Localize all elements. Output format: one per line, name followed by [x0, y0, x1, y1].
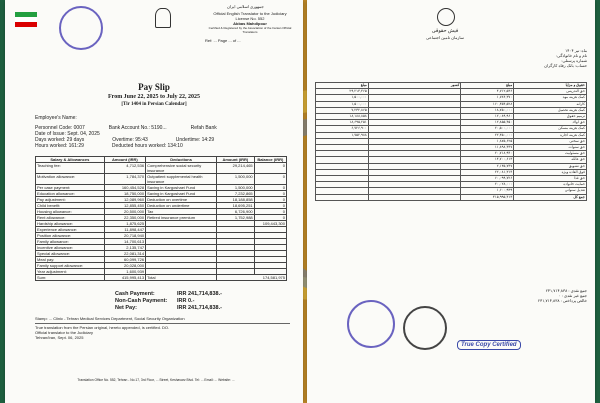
earning-amount: 20,500,000 — [104, 209, 145, 215]
deduction-label: Deduction on overtime — [146, 197, 217, 203]
earning-label: Per case payment: — [36, 185, 105, 191]
fa-earning-label: فوق العاده ویژه — [514, 169, 587, 175]
deduction-amount: 6,726,900 — [217, 209, 255, 215]
deducted-hours: Deducted hours worked: 134:10 — [111, 143, 183, 149]
license-number: License No. 552 — [235, 16, 265, 21]
fa-earning-label: کارانه — [514, 101, 587, 107]
deduction-balance: 0 — [254, 215, 286, 221]
deduction-label: Retired insurance premium — [146, 215, 217, 221]
fa-summary: جمع نقدی : ۲۴۱,۷۱۴,۸۳۸ جمع غیر نقدی : ۰ خالص پرداختی : ۲۴۱,۷۱۴,۸۳۸ — [537, 288, 587, 303]
fa-earning-label: حق سنوات — [514, 145, 587, 151]
fa-noncash-label: جمع غیر نقدی — [563, 293, 587, 298]
earning-label: Child benefit: — [36, 203, 105, 209]
earning-label: Rent allowance: — [36, 215, 105, 221]
official-translator: Official translator to the Judiciary — [35, 330, 93, 335]
stamp-line: Stamp: ... Clinic - Tehran Medical Services Department, Social Security Organization — [35, 316, 185, 321]
earning-label: Motivation allowance: — [36, 174, 105, 185]
calendar-note: [Tir 1404 in Persian Calendar] — [121, 102, 187, 107]
deduction-amount: 1,752,988 — [217, 215, 255, 221]
organization-stamp — [403, 306, 447, 350]
translator-name: Abbas Mahdipour — [233, 21, 267, 26]
earning-amount: 1,875,625 — [104, 221, 145, 227]
noncash-value: IRR 0.- — [177, 298, 195, 304]
fa-sum-label: جمع کل — [514, 194, 587, 200]
earning-amount: 20,028,000 — [104, 263, 145, 269]
fa-col-earnings: حقوق و مزایا — [514, 83, 587, 89]
fa-earning-label: حق غذا — [514, 176, 587, 182]
earning-amount: 12,089,960 — [104, 197, 145, 203]
deduction-balance: 0 — [254, 209, 286, 215]
deduction-label: Outpatient supplemental health insurance — [146, 174, 217, 185]
earning-amount: 18,750,000 — [104, 191, 145, 197]
translator-stamp — [59, 6, 103, 50]
earning-label: Position allowance: — [36, 233, 105, 239]
fa-earning-label: حمایت خانواده — [514, 182, 587, 188]
earning-amount: 1,784,370 — [104, 174, 145, 185]
fa-earning-label: حق التدریس — [514, 89, 587, 95]
fa-earning-amount: ۲۰,۰۲۸,۰۰۰ — [461, 182, 514, 188]
fa-earning-label: حق تشویق — [514, 163, 587, 169]
deduction-balance: 0 — [254, 163, 286, 174]
bank-fa: حساب: بانک رفاه کارگران — [544, 63, 587, 68]
fa-sum-value: ۴۱۵,۹۹۵,۴۱۳ — [461, 194, 514, 200]
persian-pay-table — [315, 82, 587, 201]
pay-table-row — [36, 191, 287, 197]
fa-earning-amount: ۱,۷۸۴,۳۷۰ — [461, 95, 514, 101]
true-copy-certified-badge: True Copy Certified — [457, 340, 521, 350]
fa-earning-amount: ۱۱,۸۹۸,۴۴۷ — [461, 145, 514, 151]
fa-earning-amount: ۲۲,۳۵۰,۰۰۰ — [461, 132, 514, 138]
iran-flag-icon — [15, 12, 37, 27]
hours-worked: Hours worked: 161:29 — [35, 143, 84, 149]
date-of-issue: Date of Issue: Sept. 04, 2025 — [35, 131, 100, 137]
earning-amount: 20,718,940 — [104, 233, 145, 239]
earning-label: Education allowance: — [36, 191, 105, 197]
translator-line: Official English Translator to the Judiciary — [213, 11, 287, 16]
fa-deduction-amount: ۱,۵۰۰,۰۰۰ — [316, 101, 369, 107]
fa-deduction-amount: ۶,۷۲۶,۹۰۰ — [316, 126, 369, 132]
deduction-amount: 7,232,865 — [217, 191, 255, 197]
earning-label: Family support allowance: — [36, 263, 105, 269]
fa-earning-amount: ۱,۶۰۰,۹۳۹ — [461, 188, 514, 194]
deduction-balance: 109,443,300 — [254, 221, 286, 227]
fa-earning-amount: ۱۲,۸۵۵,۴۵۰ — [461, 120, 514, 126]
period-fa: ماه: تیر ۱۴۰۴ — [565, 48, 587, 53]
deduction-amount: 18,695,251 — [217, 203, 255, 209]
fa-earning-amount: ۱۶۰,۴۵۴,۵۲۸ — [461, 101, 514, 107]
earning-label: Pay adjustment: — [36, 197, 105, 203]
fa-earning-amount: ۲۰,۷۱۸,۹۴۰ — [461, 151, 514, 157]
deduction-amount: 1,500,000 — [217, 174, 255, 185]
judiciary-emblem-icon — [155, 8, 171, 28]
deduction-label: Saving in Kargoshaei Fund — [146, 185, 217, 191]
earning-label: Hardship allowance: — [36, 221, 105, 227]
english-translation-page — [5, 0, 303, 403]
fa-deduction-amount: ۱,۵۰۰,۰۰۰ — [316, 95, 369, 101]
total-value: 174,581,975 — [217, 275, 287, 281]
fa-earning-amount: ۶۰,۰۹۹,۷۲۶ — [461, 176, 514, 182]
earning-label: Teaching fee: — [36, 163, 105, 174]
fa-earning-label: کمک هزینه مهد — [514, 95, 587, 101]
deduction-amount: 29,214,465 — [217, 163, 255, 174]
fa-net-label: خالص پرداختی — [562, 298, 587, 303]
employee-info — [35, 115, 285, 149]
pay-period: From June 22, 2025 to July 22, 2025 — [107, 94, 201, 100]
fa-earning-label: حق سختی — [514, 138, 587, 144]
persian-table-body — [316, 89, 587, 194]
ref-line: Ref: ... Page ... of ... — [205, 38, 241, 43]
header-fa: جمهوری اسلامی ایران — [227, 4, 264, 9]
sum-earnings: 415,995,413 — [104, 275, 145, 281]
bank-account: Bank Account No.: 5190... — [108, 125, 167, 131]
fa-earning-label: حق اولاد — [514, 120, 587, 126]
fa-earning-label: حق عائله — [514, 157, 587, 163]
earning-label: Year adjustment: — [36, 269, 105, 275]
deduction-label: Saving in Kargoshaei Fund — [146, 191, 217, 197]
fa-col-deductions: کسور — [368, 83, 461, 89]
earning-amount: 12,855,450 — [104, 203, 145, 209]
amount-header: Amount (IRR) — [104, 157, 145, 163]
fa-earning-label: کمک هزینه مسکن — [514, 126, 587, 132]
fa-earning-label: تعدیل سنواتی — [514, 188, 587, 194]
true-translation: True translation from the Persian original, hereto appended, is certified. DO. — [35, 323, 290, 330]
deduction-amount: 1,500,000 — [217, 185, 255, 191]
earning-label: Experience allowance: — [36, 227, 105, 233]
fa-cash-label: جمع نقدی — [570, 288, 587, 293]
fa-earning-amount: ۲۰,۵۰۰,۰۰۰ — [461, 126, 514, 132]
earning-label: Meal pay: — [36, 257, 105, 263]
earning-amount: 4,712,536 — [104, 163, 145, 174]
title-fa: فیش حقوقی — [431, 28, 459, 34]
clinic-stamp — [347, 300, 395, 348]
earning-amount: 1,600,939 — [104, 269, 145, 275]
fa-earning-amount: ۱۲,۰۸۹,۹۶۰ — [461, 114, 514, 120]
cash-label: Cash Payment: — [115, 291, 155, 297]
translator-block — [201, 11, 299, 34]
pay-table — [35, 156, 287, 281]
deduction-label: Tax — [146, 209, 217, 215]
social-security-logo-icon — [437, 8, 455, 26]
payment-summary — [115, 291, 275, 312]
fa-deduction-amount: ۱۸,۱۸۸,۸۵۸ — [316, 114, 369, 120]
earning-label: Family allowance: — [36, 239, 105, 245]
earning-amount: 160,454,528 — [104, 185, 145, 191]
footer: Translation Office No. 552, Tehran - No.17, 3rd Floor, ... Street, Keshavarz Blvd. Tel: ... Email: ... Website: ... — [77, 378, 235, 382]
deduction-balance: 0 — [254, 174, 286, 185]
earning-label: Housing allowance: — [36, 209, 105, 215]
fa-earning-amount: ۲,۱۳۵,۷۴۷ — [461, 163, 514, 169]
fa-sum-row — [316, 194, 587, 200]
undertime: Undertime: 14:29 — [175, 137, 215, 143]
fa-earning-label: حق مسئولیت — [514, 151, 587, 157]
fa-earning-label: کمک هزینه اجاره — [514, 132, 587, 138]
earning-amount: 22,081,314 — [104, 251, 145, 257]
fa-col-amount: مبلغ — [461, 83, 514, 89]
earning-amount: 2,135,747 — [104, 245, 145, 251]
deduction-amount: 18,188,858 — [217, 197, 255, 203]
earning-amount: 14,700,613 — [104, 239, 145, 245]
name-fa: نام و نام خانوادگی: — [556, 53, 587, 58]
persian-original-page — [307, 0, 595, 403]
fa-cash-value: ۲۴۱,۷۱۴,۸۳۸ — [545, 288, 568, 293]
personnel-code: Personnel Code: 0007 — [35, 125, 85, 131]
deduction-balance: 0 — [254, 185, 286, 191]
earning-label: Incentive allowance: — [36, 245, 105, 251]
noncash-label: Non-Cash Payment: — [115, 298, 168, 304]
net-value: IRR 241,714,838.- — [177, 305, 222, 311]
pay-table-row — [36, 174, 287, 185]
bank-name: Refah Bank — [190, 125, 217, 131]
fa-col-ded-amount: مبلغ — [316, 83, 369, 89]
translation-notes — [35, 316, 290, 340]
fa-earning-label: ترمیم حقوق — [514, 114, 587, 120]
earning-amount: 11,898,447 — [104, 227, 145, 233]
fa-deduction-amount: ۱۸,۶۹۵,۲۵۱ — [316, 120, 369, 126]
deduction-amount-header: Amount (IRR) — [217, 157, 255, 163]
fa-net-value: ۲۴۱,۷۱۴,۸۳۸ — [537, 298, 560, 303]
pay-table-row — [36, 163, 287, 174]
sum-label: Sum: — [36, 275, 105, 281]
cash-value: IRR 241,714,838.- — [177, 291, 222, 297]
fa-earning-label: کمک هزینه تحصیل — [514, 107, 587, 113]
document-title: Pay Slip — [138, 82, 170, 92]
earning-amount: 60,099,726 — [104, 257, 145, 263]
employee-name-label: Employee's Name: — [35, 115, 77, 121]
subtitle-fa: سازمان تامین اجتماعی — [426, 35, 464, 40]
deduction-balance: 0 — [254, 197, 286, 203]
certified-line: Certified & Registered by the Association of the Iranian Official Translators — [208, 26, 292, 34]
salary-header: Salary & Allowances — [36, 157, 105, 163]
fa-earning-amount: ۱,۸۷۵,۶۲۵ — [461, 138, 514, 144]
overtime: Overtime: 95:43 — [112, 137, 148, 143]
deduction-label: Deduction on undertime — [146, 203, 217, 209]
sum-row — [36, 275, 287, 281]
fa-earning-amount: ۴,۷۱۲,۵۳۶ — [461, 89, 514, 95]
deductions-header: Deductions — [146, 157, 217, 163]
balance-header: Balance (IRR) — [254, 157, 286, 163]
fa-deduction-amount: ۱,۷۵۲,۹۸۸ — [316, 132, 369, 138]
total-label: Total — [146, 275, 217, 281]
net-label: Net Pay: — [115, 305, 138, 311]
place-date: Tehran/Iran, Sept. 06, 2025 — [35, 335, 84, 340]
fa-earning-amount: ۱۸,۷۵۰,۰۰۰ — [461, 107, 514, 113]
days-worked: Days worked: 29 days — [35, 137, 85, 143]
fa-deduction-amount: ۷,۲۳۲,۸۶۵ — [316, 107, 369, 113]
pay-table-body — [36, 163, 287, 275]
earning-amount: 22,350,000 — [104, 215, 145, 221]
fa-earning-amount: ۱۴,۷۰۰,۶۱۳ — [461, 157, 514, 163]
header-info-fa — [457, 48, 587, 68]
deduction-label: Comprehensive social security insurance — [146, 163, 217, 174]
fa-earning-amount: ۲۲,۰۸۱,۳۱۴ — [461, 169, 514, 175]
deduction-balance: 0 — [254, 203, 286, 209]
fa-deduction-amount: ۲۹,۲۱۴,۴۶۵ — [316, 89, 369, 95]
fa-noncash-value: ۰ — [558, 293, 561, 298]
code-fa: شماره پرسنلی: — [561, 58, 587, 63]
earning-label: Special allowance: — [36, 251, 105, 257]
deduction-balance: 0 — [254, 191, 286, 197]
